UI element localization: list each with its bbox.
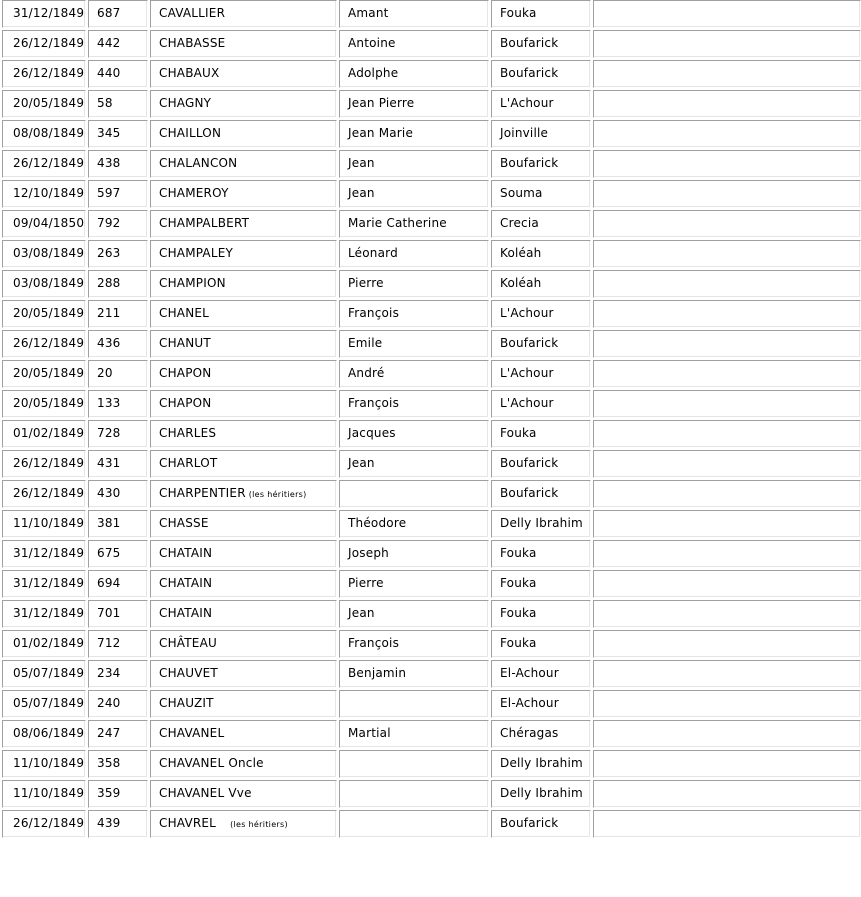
empty-cell bbox=[593, 690, 861, 718]
empty-cell bbox=[593, 390, 861, 418]
first-name-cell: Léonard bbox=[339, 240, 489, 268]
surname-cell bbox=[150, 90, 337, 118]
number-cell: 792 bbox=[88, 210, 148, 238]
empty-cell bbox=[593, 180, 861, 208]
surname-text: CHANUT bbox=[159, 336, 211, 350]
first-name-cell bbox=[339, 810, 489, 838]
surname-cell bbox=[150, 120, 337, 148]
number-cell: 728 bbox=[88, 420, 148, 448]
place-cell: L'Achour bbox=[491, 390, 591, 418]
table-row bbox=[2, 450, 861, 478]
number-cell: 694 bbox=[88, 570, 148, 598]
place-cell: Boufarick bbox=[491, 150, 591, 178]
empty-cell bbox=[593, 120, 861, 148]
table-row bbox=[2, 270, 861, 298]
surname-text: CHATAIN bbox=[159, 546, 213, 560]
surname-cell bbox=[150, 30, 337, 58]
empty-cell bbox=[593, 750, 861, 778]
first-name-cell: Jean bbox=[339, 600, 489, 628]
place-cell: Delly Ibrahim bbox=[491, 750, 591, 778]
surname-cell bbox=[150, 270, 337, 298]
place-cell: Boufarick bbox=[491, 330, 591, 358]
date-cell: 31/12/1849 bbox=[2, 540, 86, 568]
empty-cell bbox=[593, 630, 861, 658]
empty-cell bbox=[593, 450, 861, 478]
number-cell: 381 bbox=[88, 510, 148, 538]
table-row bbox=[2, 600, 861, 628]
empty-cell bbox=[593, 570, 861, 598]
table-row bbox=[2, 150, 861, 178]
date-cell: 31/12/1849 bbox=[2, 0, 86, 28]
first-name-cell bbox=[339, 780, 489, 808]
empty-cell bbox=[593, 420, 861, 448]
place-cell: Joinville bbox=[491, 120, 591, 148]
surname-text: CHAPON bbox=[159, 396, 212, 410]
table-row bbox=[2, 480, 861, 508]
surname-cell bbox=[150, 210, 337, 238]
number-cell: 436 bbox=[88, 330, 148, 358]
surname-text: CHAGNY bbox=[159, 96, 212, 110]
surname-text: CHARLOT bbox=[159, 456, 218, 470]
surname-text: CHABASSE bbox=[159, 36, 226, 50]
surname-text: CHABAUX bbox=[159, 66, 220, 80]
surname-cell bbox=[150, 450, 337, 478]
first-name-cell: François bbox=[339, 300, 489, 328]
place-cell: Boufarick bbox=[491, 60, 591, 88]
number-cell: 438 bbox=[88, 150, 148, 178]
number-cell: 58 bbox=[88, 90, 148, 118]
date-cell: 03/08/1849 bbox=[2, 240, 86, 268]
surname-cell bbox=[150, 570, 337, 598]
surname-text: CHASSE bbox=[159, 516, 209, 530]
first-name-cell: Martial bbox=[339, 720, 489, 748]
number-cell: 675 bbox=[88, 540, 148, 568]
table-row bbox=[2, 660, 861, 688]
surname-cell bbox=[150, 750, 337, 778]
surname-text: CHAUZIT bbox=[159, 696, 214, 710]
date-cell: 20/05/1849 bbox=[2, 390, 86, 418]
table-row bbox=[2, 30, 861, 58]
number-cell: 701 bbox=[88, 600, 148, 628]
surname-text: CHALANCON bbox=[159, 156, 238, 170]
surname-text: CHAVREL bbox=[159, 816, 217, 830]
empty-cell bbox=[593, 510, 861, 538]
empty-cell bbox=[593, 210, 861, 238]
date-cell: 26/12/1849 bbox=[2, 810, 86, 838]
table-row bbox=[2, 570, 861, 598]
surname-text: CHÂTEAU bbox=[159, 636, 217, 650]
heirs-note: (les héritiers) bbox=[248, 490, 307, 499]
table-row bbox=[2, 0, 861, 28]
surname-text: CAVALLIER bbox=[159, 6, 226, 20]
place-cell: El-Achour bbox=[491, 660, 591, 688]
surname-cell bbox=[150, 810, 337, 838]
first-name-cell: Jean bbox=[339, 180, 489, 208]
surname-text: CHAUVET bbox=[159, 666, 218, 680]
place-cell: Fouka bbox=[491, 630, 591, 658]
surname-cell bbox=[150, 150, 337, 178]
date-cell: 26/12/1849 bbox=[2, 150, 86, 178]
empty-cell bbox=[593, 300, 861, 328]
number-cell: 687 bbox=[88, 0, 148, 28]
surname-text: CHAPON bbox=[159, 366, 212, 380]
surname-text: CHAMEROY bbox=[159, 186, 229, 200]
surname-text: CHAMPALBERT bbox=[159, 216, 250, 230]
empty-cell bbox=[593, 240, 861, 268]
number-cell: 247 bbox=[88, 720, 148, 748]
table-row bbox=[2, 720, 861, 748]
number-cell: 288 bbox=[88, 270, 148, 298]
empty-cell bbox=[593, 600, 861, 628]
place-cell: Crecia bbox=[491, 210, 591, 238]
table-row bbox=[2, 210, 861, 238]
number-cell: 234 bbox=[88, 660, 148, 688]
surname-cell bbox=[150, 690, 337, 718]
surname-text: CHARLES bbox=[159, 426, 217, 440]
surname-text: CHAVANEL Oncle bbox=[159, 756, 264, 770]
empty-cell bbox=[593, 480, 861, 508]
table-row bbox=[2, 330, 861, 358]
number-cell: 597 bbox=[88, 180, 148, 208]
surname-cell bbox=[150, 60, 337, 88]
date-cell: 05/07/1849 bbox=[2, 690, 86, 718]
surname-text: CHANEL bbox=[159, 306, 210, 320]
date-cell: 05/07/1849 bbox=[2, 660, 86, 688]
date-cell: 12/10/1849 bbox=[2, 180, 86, 208]
first-name-cell bbox=[339, 750, 489, 778]
empty-cell bbox=[593, 30, 861, 58]
place-cell: Koléah bbox=[491, 270, 591, 298]
number-cell: 442 bbox=[88, 30, 148, 58]
place-cell: L'Achour bbox=[491, 360, 591, 388]
number-cell: 211 bbox=[88, 300, 148, 328]
first-name-cell: Benjamin bbox=[339, 660, 489, 688]
table-row bbox=[2, 180, 861, 208]
table-row bbox=[2, 240, 861, 268]
place-cell: L'Achour bbox=[491, 300, 591, 328]
number-cell: 431 bbox=[88, 450, 148, 478]
table-row bbox=[2, 510, 861, 538]
table-row bbox=[2, 300, 861, 328]
empty-cell bbox=[593, 90, 861, 118]
table-row bbox=[2, 690, 861, 718]
number-cell: 430 bbox=[88, 480, 148, 508]
first-name-cell: Jean bbox=[339, 150, 489, 178]
date-cell: 11/10/1849 bbox=[2, 510, 86, 538]
place-cell: Fouka bbox=[491, 600, 591, 628]
empty-cell bbox=[593, 330, 861, 358]
date-cell: 26/12/1849 bbox=[2, 330, 86, 358]
empty-cell bbox=[593, 780, 861, 808]
surname-cell bbox=[150, 390, 337, 418]
empty-cell bbox=[593, 540, 861, 568]
surname-text: CHAMPION bbox=[159, 276, 226, 290]
surname-text: CHATAIN bbox=[159, 576, 213, 590]
date-cell: 03/08/1849 bbox=[2, 270, 86, 298]
first-name-cell: Jean Marie bbox=[339, 120, 489, 148]
date-cell: 20/05/1849 bbox=[2, 300, 86, 328]
place-cell: Boufarick bbox=[491, 30, 591, 58]
place-cell: Fouka bbox=[491, 570, 591, 598]
place-cell: Delly Ibrahim bbox=[491, 510, 591, 538]
surname-cell bbox=[150, 780, 337, 808]
place-cell: El-Achour bbox=[491, 690, 591, 718]
place-cell: Boufarick bbox=[491, 480, 591, 508]
first-name-cell: François bbox=[339, 390, 489, 418]
surname-cell bbox=[150, 420, 337, 448]
first-name-cell: Joseph bbox=[339, 540, 489, 568]
date-cell: 31/12/1849 bbox=[2, 600, 86, 628]
surname-cell bbox=[150, 240, 337, 268]
first-name-cell: François bbox=[339, 630, 489, 658]
empty-cell bbox=[593, 150, 861, 178]
table-row bbox=[2, 420, 861, 448]
place-cell: Boufarick bbox=[491, 810, 591, 838]
number-cell: 358 bbox=[88, 750, 148, 778]
records-body bbox=[2, 0, 861, 838]
date-cell: 26/12/1849 bbox=[2, 450, 86, 478]
surname-text: CHAVANEL bbox=[159, 726, 225, 740]
place-cell: Boufarick bbox=[491, 450, 591, 478]
surname-text: CHARPENTIER bbox=[159, 486, 246, 500]
surname-cell bbox=[150, 330, 337, 358]
surname-cell bbox=[150, 600, 337, 628]
first-name-cell: Jean bbox=[339, 450, 489, 478]
empty-cell bbox=[593, 360, 861, 388]
table-row bbox=[2, 630, 861, 658]
first-name-cell bbox=[339, 690, 489, 718]
surname-text: CHAILLON bbox=[159, 126, 222, 140]
number-cell: 439 bbox=[88, 810, 148, 838]
date-cell: 08/08/1849 bbox=[2, 120, 86, 148]
table-row bbox=[2, 90, 861, 118]
date-cell: 20/05/1849 bbox=[2, 90, 86, 118]
table-row bbox=[2, 540, 861, 568]
table-row bbox=[2, 120, 861, 148]
number-cell: 263 bbox=[88, 240, 148, 268]
first-name-cell: Antoine bbox=[339, 30, 489, 58]
first-name-cell: Marie Catherine bbox=[339, 210, 489, 238]
date-cell: 09/04/1850 bbox=[2, 210, 86, 238]
place-cell: Souma bbox=[491, 180, 591, 208]
surname-cell bbox=[150, 360, 337, 388]
date-cell: 11/10/1849 bbox=[2, 750, 86, 778]
number-cell: 133 bbox=[88, 390, 148, 418]
surname-cell bbox=[150, 510, 337, 538]
table-row bbox=[2, 810, 861, 838]
date-cell: 26/12/1849 bbox=[2, 60, 86, 88]
surname-cell bbox=[150, 660, 337, 688]
table-row bbox=[2, 390, 861, 418]
place-cell: Fouka bbox=[491, 0, 591, 28]
first-name-cell: Amant bbox=[339, 0, 489, 28]
number-cell: 20 bbox=[88, 360, 148, 388]
date-cell: 31/12/1849 bbox=[2, 570, 86, 598]
first-name-cell: Pierre bbox=[339, 270, 489, 298]
surname-cell bbox=[150, 480, 337, 508]
place-cell: Chéragas bbox=[491, 720, 591, 748]
first-name-cell bbox=[339, 480, 489, 508]
table-row bbox=[2, 360, 861, 388]
surname-text: CHAVANEL Vve bbox=[159, 786, 252, 800]
date-cell: 01/02/1849 bbox=[2, 630, 86, 658]
table-row bbox=[2, 750, 861, 778]
first-name-cell: Emile bbox=[339, 330, 489, 358]
date-cell: 26/12/1849 bbox=[2, 480, 86, 508]
date-cell: 01/02/1849 bbox=[2, 420, 86, 448]
first-name-cell: André bbox=[339, 360, 489, 388]
table-row bbox=[2, 780, 861, 808]
date-cell: 11/10/1849 bbox=[2, 780, 86, 808]
surname-cell bbox=[150, 180, 337, 208]
surname-text: CHAMPALEY bbox=[159, 246, 234, 260]
place-cell: Fouka bbox=[491, 540, 591, 568]
surname-cell bbox=[150, 300, 337, 328]
number-cell: 240 bbox=[88, 690, 148, 718]
number-cell: 345 bbox=[88, 120, 148, 148]
date-cell: 20/05/1849 bbox=[2, 360, 86, 388]
surname-cell bbox=[150, 720, 337, 748]
surname-text: CHATAIN bbox=[159, 606, 213, 620]
surname-cell bbox=[150, 630, 337, 658]
date-cell: 08/06/1849 bbox=[2, 720, 86, 748]
number-cell: 712 bbox=[88, 630, 148, 658]
first-name-cell: Théodore bbox=[339, 510, 489, 538]
number-cell: 359 bbox=[88, 780, 148, 808]
empty-cell bbox=[593, 60, 861, 88]
empty-cell bbox=[593, 720, 861, 748]
place-cell: L'Achour bbox=[491, 90, 591, 118]
place-cell: Delly Ibrahim bbox=[491, 780, 591, 808]
heirs-note: (les héritiers) bbox=[230, 820, 288, 829]
surname-cell bbox=[150, 540, 337, 568]
date-cell: 26/12/1849 bbox=[2, 30, 86, 58]
first-name-cell: Jean Pierre bbox=[339, 90, 489, 118]
place-cell: Koléah bbox=[491, 240, 591, 268]
first-name-cell: Pierre bbox=[339, 570, 489, 598]
surname-cell bbox=[150, 0, 337, 28]
empty-cell bbox=[593, 810, 861, 838]
empty-cell bbox=[593, 660, 861, 688]
first-name-cell: Jacques bbox=[339, 420, 489, 448]
place-cell: Fouka bbox=[491, 420, 591, 448]
first-name-cell: Adolphe bbox=[339, 60, 489, 88]
table-row bbox=[2, 60, 861, 88]
empty-cell bbox=[593, 0, 861, 28]
empty-cell bbox=[593, 270, 861, 298]
number-cell: 440 bbox=[88, 60, 148, 88]
